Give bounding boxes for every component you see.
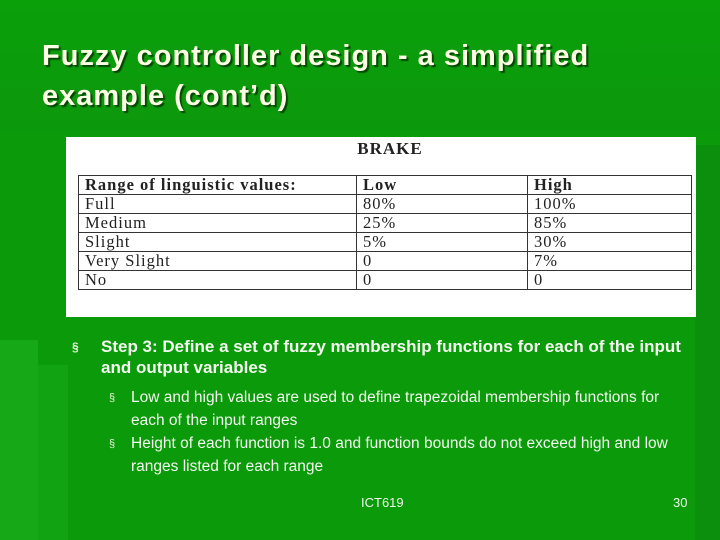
brake-table [78, 175, 692, 290]
table-row [79, 233, 692, 252]
cell-low: 25% [357, 214, 528, 233]
header-low: Low [357, 176, 528, 195]
background-left-panel [0, 340, 38, 540]
cell-high: 100% [528, 195, 692, 214]
table-row [79, 252, 692, 271]
slide-title: Fuzzy controller design - a simplified example (cont’d) [42, 40, 590, 112]
cell-range: No [79, 271, 357, 290]
cell-low: 80% [357, 195, 528, 214]
bullet-main [72, 336, 692, 378]
bullet-marker-icon: § [72, 340, 79, 354]
footer-course: ICT619 [361, 495, 404, 510]
bullet-list [72, 336, 692, 478]
cell-low: 0 [357, 271, 528, 290]
bullet-sub [72, 386, 692, 432]
cell-low: 0 [357, 252, 528, 271]
cell-range: Slight [79, 233, 357, 252]
brake-table-image [66, 137, 696, 317]
bullet-marker-icon: § [109, 438, 116, 450]
cell-range: Full [79, 195, 357, 214]
table-row [79, 214, 692, 233]
cell-high: 85% [528, 214, 692, 233]
footer-page-number: 30 [673, 495, 688, 510]
table-caption: BRAKE [357, 139, 423, 158]
bullet-sub-text: Height of each function is 1.0 and function bounds do not exceed high and low ranges listed for each range [131, 435, 668, 475]
table-row [79, 195, 692, 214]
table-header-row [79, 176, 692, 195]
background-left-panel-inner [38, 365, 68, 540]
cell-high: 30% [528, 233, 692, 252]
bullet-main-text: Step 3: Define a set of fuzzy membership functions for each of the input and output variables [101, 337, 681, 377]
bullet-marker-icon: § [109, 392, 116, 404]
background-right-panel [695, 145, 720, 540]
cell-range: Very Slight [79, 252, 357, 271]
cell-high: 7% [528, 252, 692, 271]
bullet-sub-text: Low and high values are used to define trapezoidal membership functions for each of the input ranges [131, 389, 660, 429]
bullet-sub [72, 432, 692, 478]
header-high: High [528, 176, 692, 195]
header-range: Range of linguistic values: [79, 176, 357, 195]
cell-high: 0 [528, 271, 692, 290]
cell-low: 5% [357, 233, 528, 252]
table-row [79, 271, 692, 290]
cell-range: Medium [79, 214, 357, 233]
